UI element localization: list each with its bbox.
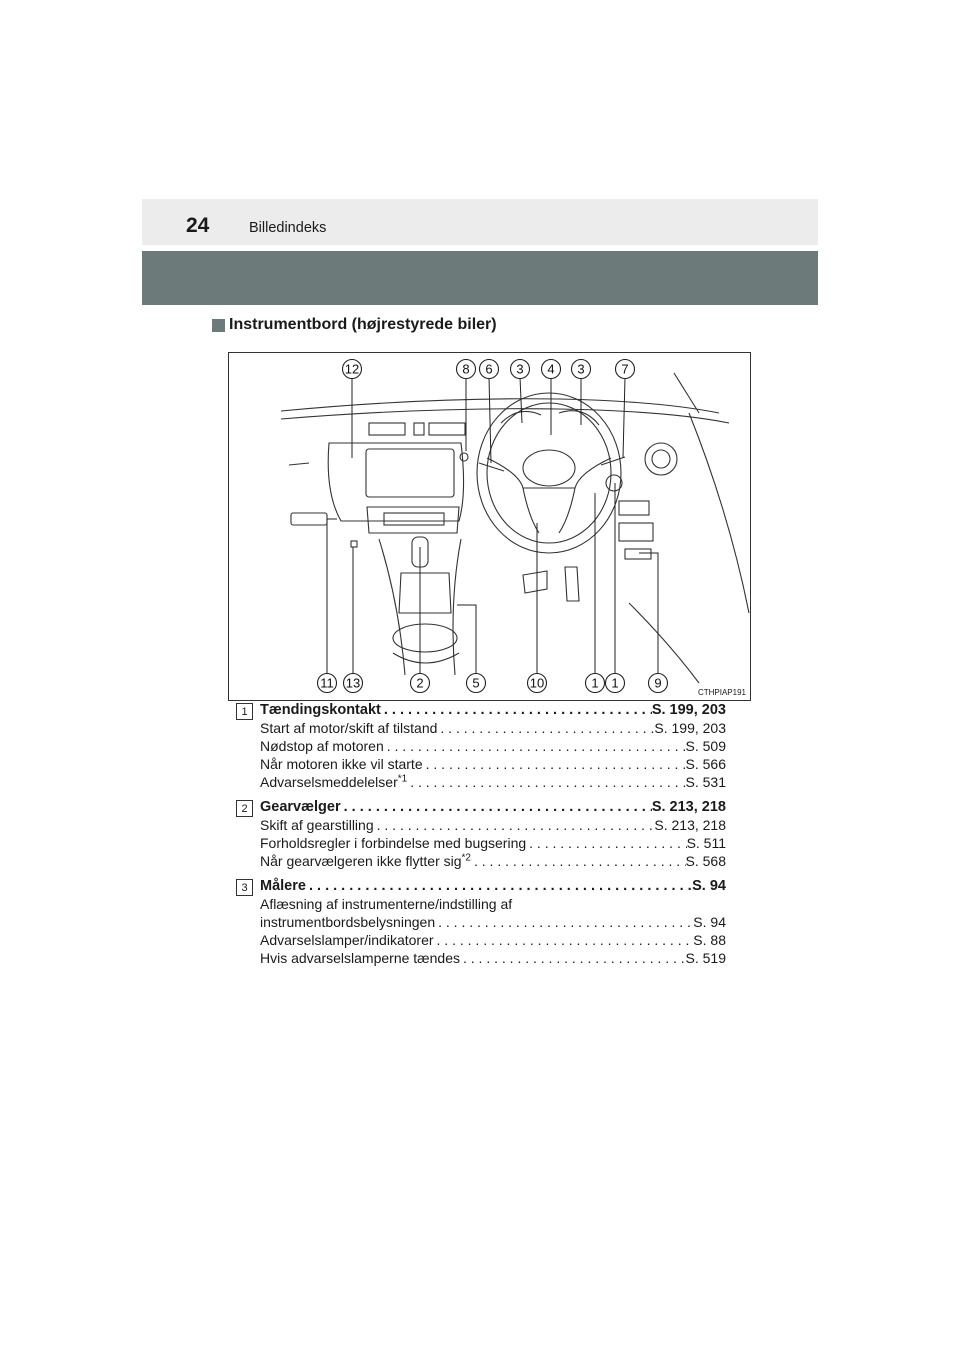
callout-7 bbox=[616, 360, 635, 379]
header-band bbox=[142, 199, 818, 245]
entry-badge: 1 bbox=[236, 703, 253, 720]
svg-text:12: 12 bbox=[344, 361, 360, 377]
footnote-mark: *2 bbox=[461, 852, 471, 864]
entry-title-line bbox=[260, 877, 726, 895]
svg-text:6: 6 bbox=[485, 361, 493, 377]
entry-line: instrumentbordsbelysningen . . . S. 94 bbox=[260, 913, 726, 931]
section-title: Billedindeks bbox=[249, 220, 327, 236]
entry-line: Start af motor/skift af tilstand . . . S. 199, 203 bbox=[260, 719, 726, 737]
entry-line: Når gearvælgeren ikke flytter sig$^{*2}$ . . . S. 568 bbox=[260, 852, 726, 870]
entry-line: Når motoren ikke vil starte . . . S. 566 bbox=[260, 755, 726, 773]
callout-1a bbox=[586, 674, 605, 693]
callout-3a bbox=[511, 360, 530, 379]
entry-title-line bbox=[260, 798, 726, 816]
callout-10 bbox=[528, 674, 547, 693]
callout-5 bbox=[467, 674, 486, 693]
entry-title-line bbox=[260, 701, 726, 719]
callout-8 bbox=[457, 360, 476, 379]
svg-text:4: 4 bbox=[547, 361, 555, 377]
callouts-bottom bbox=[318, 674, 668, 693]
callout-4 bbox=[542, 360, 561, 379]
svg-text:11: 11 bbox=[320, 675, 334, 691]
svg-text:2: 2 bbox=[416, 675, 424, 691]
dashboard-line-art bbox=[281, 373, 749, 683]
callout-3b bbox=[572, 360, 591, 379]
figure-code: CTHPIAP191 bbox=[697, 688, 746, 697]
entry-line-wrap: Aflæsning af instrumenterne/indstilling af bbox=[260, 896, 513, 912]
callout-9 bbox=[649, 674, 668, 693]
dashboard-illustration bbox=[229, 353, 750, 700]
callout-12 bbox=[343, 360, 362, 379]
entry-badge: 3 bbox=[236, 879, 253, 896]
page-number: 24 bbox=[186, 214, 210, 237]
entry-page-ref: S. 94 bbox=[692, 878, 726, 894]
entry-line: Advarselsmeddelelser$^{*1}$ . . . S. 531 bbox=[260, 773, 726, 791]
svg-text:3: 3 bbox=[516, 361, 524, 377]
entry-gear-selector bbox=[236, 798, 726, 870]
callouts-top bbox=[343, 360, 635, 379]
svg-text:1: 1 bbox=[591, 675, 599, 691]
svg-text:7: 7 bbox=[621, 361, 629, 377]
entry-page-ref: S. 199, 203 bbox=[651, 702, 726, 718]
entry-line: Nødstop af motoren . . . S. 509 bbox=[260, 737, 726, 755]
svg-text:3: 3 bbox=[577, 361, 585, 377]
entry-badge: 2 bbox=[236, 800, 253, 817]
entry-title: Tændingskontakt bbox=[260, 702, 381, 718]
entry-line: Advarselslamper/indikatorer . . . S. 88 bbox=[260, 931, 726, 949]
callout-6 bbox=[480, 360, 499, 379]
entry-ignition bbox=[236, 701, 726, 791]
subheading-text: Instrumentbord (højrestyrede biler) bbox=[229, 316, 497, 333]
entry-line: Hvis advarselslamperne tændes . . . S. 519 bbox=[260, 949, 726, 967]
entry-title: Målere bbox=[260, 878, 306, 894]
entry-page-ref: S. 213, 218 bbox=[651, 799, 726, 815]
svg-text:10: 10 bbox=[529, 675, 545, 691]
subheading-square-icon bbox=[212, 319, 225, 332]
entry-gauges bbox=[236, 877, 726, 967]
callout-13 bbox=[344, 674, 363, 693]
index-entries bbox=[236, 701, 726, 974]
dashboard-figure bbox=[228, 352, 751, 701]
entry-line: Forholdsregler i forbindelse med bugsering . . . S. 511 bbox=[260, 834, 726, 852]
svg-text:9: 9 bbox=[654, 675, 662, 691]
svg-text:1: 1 bbox=[611, 675, 619, 691]
title-bar bbox=[142, 251, 818, 305]
subheading bbox=[212, 316, 497, 334]
entry-title: Gearvælger bbox=[260, 799, 341, 815]
entry-line: Skift af gearstilling . . . S. 213, 218 bbox=[260, 816, 726, 834]
callout-11 bbox=[318, 674, 337, 693]
footnote-mark: *1 bbox=[397, 773, 408, 785]
svg-text:13: 13 bbox=[345, 675, 361, 691]
svg-text:5: 5 bbox=[472, 675, 480, 691]
callout-2 bbox=[411, 674, 430, 693]
svg-text:8: 8 bbox=[462, 361, 470, 377]
leader-lines bbox=[327, 377, 658, 673]
callout-1b bbox=[606, 674, 625, 693]
